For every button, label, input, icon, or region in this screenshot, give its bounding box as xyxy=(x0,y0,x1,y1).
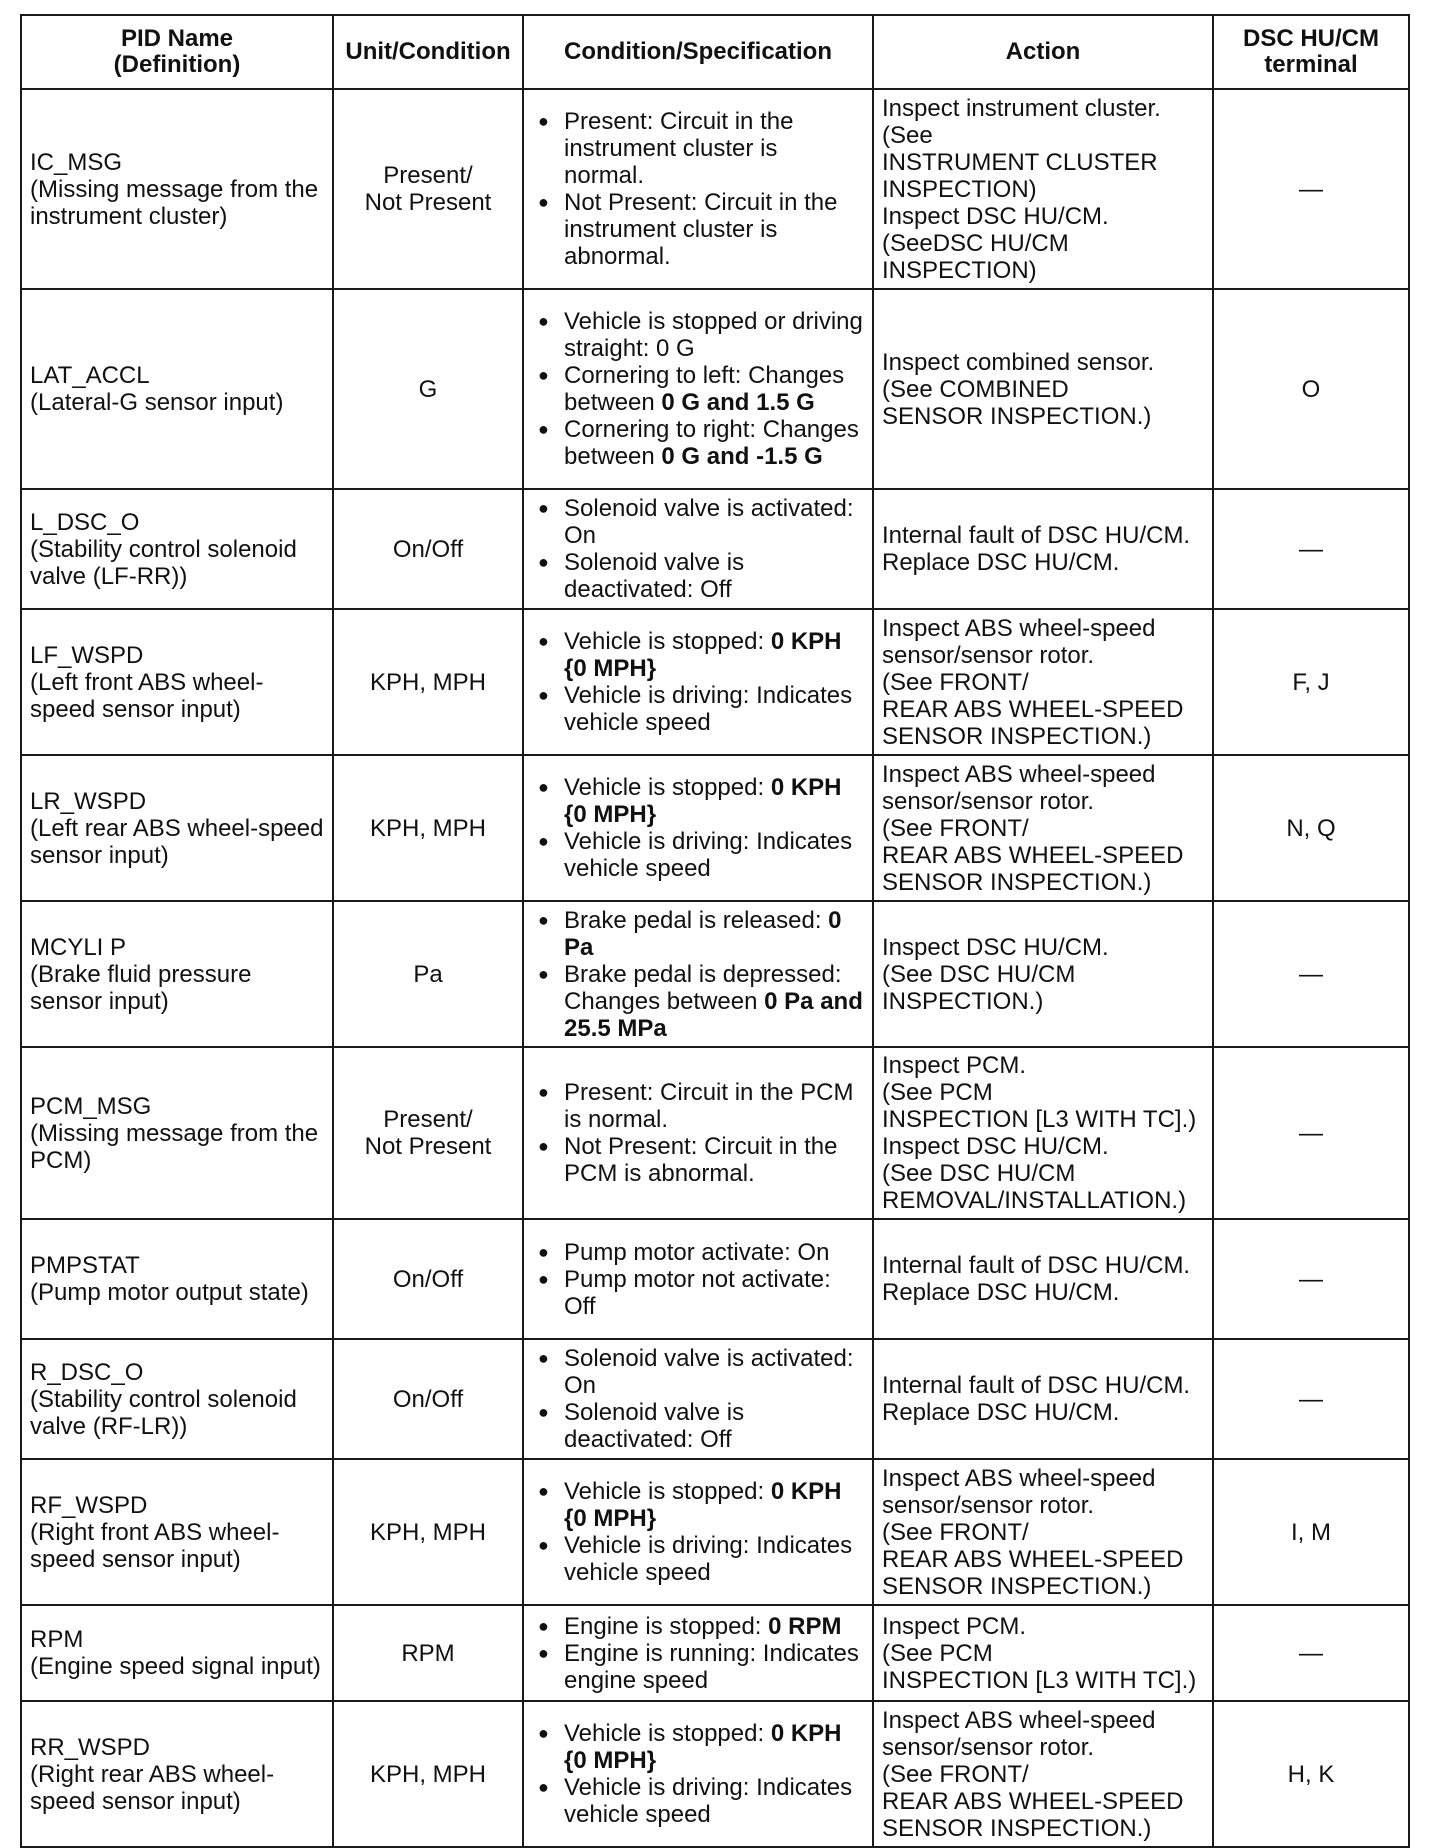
pid-name: LAT_ACCL xyxy=(30,362,150,389)
condition-value-bold: 0 G and -1.5 G xyxy=(661,443,823,470)
pid-cell xyxy=(21,289,333,489)
condition-item xyxy=(538,960,864,1042)
condition-item xyxy=(538,628,864,682)
table-row xyxy=(21,755,1409,901)
terminal-cell: — xyxy=(1213,489,1409,609)
condition-item xyxy=(538,1478,864,1532)
action-cell xyxy=(873,1605,1213,1701)
condition-item xyxy=(538,1265,864,1320)
terminal-cell: H, K xyxy=(1213,1701,1409,1847)
pid-document xyxy=(20,14,1408,1848)
condition-item xyxy=(538,1133,864,1187)
bullet-icon: ● xyxy=(538,1241,549,1262)
unit-value: KPH, MPH xyxy=(369,668,486,696)
header-terminal: DSC HU/CM terminal xyxy=(1213,15,1409,89)
condition-text: Vehicle is driving: Indicates vehicle speed xyxy=(564,682,853,736)
pid-cell xyxy=(21,489,333,609)
pid-table xyxy=(20,14,1410,1848)
condition-item xyxy=(538,1720,864,1774)
table-row xyxy=(21,901,1409,1047)
pid-definition: (Stability control solenoid valve (RF-LR)) xyxy=(30,1385,297,1440)
pid-name: R_DSC_O xyxy=(30,1358,144,1386)
table-row xyxy=(21,489,1409,609)
pid-cell xyxy=(21,1701,333,1847)
action-line: SENSOR INSPECTION.) xyxy=(882,1814,1152,1842)
condition-list xyxy=(532,628,864,736)
condition-list xyxy=(532,1613,864,1694)
pid-definition: (Left rear ABS wheel-speed sensor input) xyxy=(30,814,324,869)
action-line: Inspect PCM. xyxy=(882,1612,1027,1640)
condition-text: Solenoid valve is activated: On xyxy=(564,1345,854,1399)
condition-cell xyxy=(523,1701,873,1847)
condition-item xyxy=(538,495,864,549)
unit-cell xyxy=(333,755,523,901)
pid-cell xyxy=(21,1339,333,1459)
table-row xyxy=(21,1605,1409,1701)
bullet-icon: ● xyxy=(538,631,549,651)
condition-text: Solenoid valve is deactivated: Off xyxy=(564,549,745,603)
condition-list xyxy=(532,774,864,882)
action-line: Inspect PCM. xyxy=(882,1052,1027,1079)
bullet-icon: ● xyxy=(538,1642,549,1663)
condition-value-bold: 0 Pa xyxy=(564,906,842,961)
condition-cell xyxy=(523,289,873,489)
action-line: Internal fault of DSC HU/CM. xyxy=(882,1372,1191,1399)
pid-name: LR_WSPD xyxy=(30,787,147,815)
header-pid-name: PID Name (Definition) xyxy=(21,15,333,89)
table-row xyxy=(21,289,1409,489)
action-line: Inspect DSC HU/CM. xyxy=(882,1133,1109,1160)
condition-cell xyxy=(523,89,873,289)
bullet-icon: ● xyxy=(538,831,549,851)
action-line: Inspect ABS wheel-speed xyxy=(882,1706,1156,1734)
action-cell xyxy=(873,289,1213,489)
action-line: (See PCM xyxy=(882,1639,993,1667)
action-line: INSPECTION) xyxy=(882,175,1037,203)
condition-text: Solenoid valve is activated: On xyxy=(564,495,854,549)
terminal-cell: F, J xyxy=(1213,609,1409,755)
pid-definition: (Engine speed signal input) xyxy=(30,1653,321,1680)
condition-item xyxy=(538,308,864,362)
action-line: Inspect instrument cluster. xyxy=(882,94,1161,122)
terminal-cell: — xyxy=(1213,89,1409,289)
bullet-icon: ● xyxy=(538,552,549,572)
action-line: Internal fault of DSC HU/CM. xyxy=(882,522,1191,549)
action-line: INSPECTION.) xyxy=(882,987,1044,1015)
condition-item xyxy=(538,416,864,470)
pid-name: RR_WSPD xyxy=(30,1733,151,1761)
condition-text: Engine is running: Indicates engine speed xyxy=(564,1639,859,1694)
bullet-icon: ● xyxy=(538,1348,549,1368)
condition-item xyxy=(538,362,864,416)
bullet-icon: ● xyxy=(538,1082,549,1102)
condition-list xyxy=(532,1478,864,1586)
action-line: Replace DSC HU/CM. xyxy=(882,549,1120,576)
terminal-cell: — xyxy=(1213,1605,1409,1701)
pid-definition: (Stability control solenoid valve (LF-RR)) xyxy=(30,535,297,590)
condition-text: Vehicle is stopped: xyxy=(564,1478,771,1505)
condition-cell xyxy=(523,1219,873,1339)
pid-name: LF_WSPD xyxy=(30,641,144,669)
condition-item xyxy=(538,549,864,603)
bullet-icon: ● xyxy=(538,685,549,705)
condition-text: Not Present: Circuit in the instrument cluster is abnormal. xyxy=(564,189,838,270)
bullet-icon: ● xyxy=(538,1136,549,1156)
condition-cell xyxy=(523,1047,873,1219)
action-line: SENSOR INSPECTION.) xyxy=(882,722,1152,750)
condition-text: Pump motor not activate: Off xyxy=(564,1265,831,1320)
condition-item xyxy=(538,1612,864,1640)
bullet-icon: ● xyxy=(538,963,549,984)
condition-item xyxy=(538,189,864,270)
condition-list xyxy=(532,1345,864,1453)
action-line: Replace DSC HU/CM. xyxy=(882,1279,1120,1306)
terminal-cell: I, M xyxy=(1213,1459,1409,1605)
unit-value: KPH, MPH xyxy=(369,1760,486,1788)
action-line: (See FRONT/ xyxy=(882,1518,1029,1546)
pid-name: PMPSTAT xyxy=(30,1252,140,1279)
action-line: INSPECTION [L3 WITH TC].) xyxy=(882,1106,1197,1133)
bullet-icon: ● xyxy=(538,111,549,131)
condition-cell xyxy=(523,755,873,901)
pid-definition: (Missing message from the PCM) xyxy=(30,1119,319,1174)
table-body xyxy=(21,89,1409,1847)
bullet-icon: ● xyxy=(538,365,549,385)
action-line: sensor/sensor rotor. xyxy=(882,787,1095,815)
condition-item xyxy=(538,1345,864,1399)
action-line: REMOVAL/INSTALLATION.) xyxy=(882,1187,1187,1214)
action-line: Internal fault of DSC HU/CM. xyxy=(882,1252,1191,1279)
pid-cell xyxy=(21,609,333,755)
condition-item xyxy=(538,1532,864,1586)
condition-value-bold: 0 KPH {0 MPH} xyxy=(564,1720,842,1774)
action-line: Inspect ABS wheel-speed xyxy=(882,760,1156,788)
condition-text: Vehicle is stopped: xyxy=(564,1720,771,1747)
table-row xyxy=(21,1339,1409,1459)
bullet-icon: ● xyxy=(538,311,549,331)
unit-value: On/Off xyxy=(392,1385,464,1413)
table-row xyxy=(21,1459,1409,1605)
condition-list xyxy=(532,1239,864,1320)
action-line: Inspect ABS wheel-speed xyxy=(882,1464,1156,1492)
condition-value-bold: 0 G and 1.5 G xyxy=(661,389,815,416)
condition-text: Vehicle is driving: Indicates vehicle speed xyxy=(564,1774,853,1828)
unit-cell xyxy=(333,1605,523,1701)
table-row xyxy=(21,1047,1409,1219)
unit-cell xyxy=(333,901,523,1047)
condition-item xyxy=(538,108,864,189)
bullet-icon: ● xyxy=(538,1723,549,1743)
condition-value-bold: 0 KPH {0 MPH} xyxy=(564,774,842,828)
header-condition-specification: Condition/Specification xyxy=(523,15,873,89)
condition-list xyxy=(532,108,864,270)
condition-item xyxy=(538,682,864,736)
bullet-icon: ● xyxy=(538,1268,549,1289)
condition-text: Engine is stopped: xyxy=(564,1612,769,1640)
terminal-cell: — xyxy=(1213,901,1409,1047)
pid-name: IC_MSG xyxy=(30,148,123,176)
pid-definition: (Right front ABS wheel-speed sensor input) xyxy=(30,1518,280,1573)
action-line: SENSOR INSPECTION.) xyxy=(882,1572,1152,1600)
action-line: REAR ABS WHEEL-SPEED xyxy=(882,1787,1184,1815)
action-line: INSPECTION [L3 WITH TC].) xyxy=(882,1666,1197,1694)
action-cell xyxy=(873,1701,1213,1847)
table-row xyxy=(21,1701,1409,1847)
condition-text: Vehicle is driving: Indicates vehicle speed xyxy=(564,828,853,882)
condition-text: Brake pedal is released: xyxy=(564,906,829,934)
action-line: SENSOR INSPECTION.) xyxy=(882,402,1152,430)
condition-value-bold: 0 KPH {0 MPH} xyxy=(564,1478,842,1532)
condition-text: Vehicle is stopped: xyxy=(564,628,771,655)
condition-text: Pump motor activate: On xyxy=(564,1238,830,1266)
action-line: (See DSC HU/CM xyxy=(882,1160,1076,1187)
action-cell xyxy=(873,1219,1213,1339)
pid-cell xyxy=(21,755,333,901)
terminal-cell: O xyxy=(1213,289,1409,489)
pid-name: RF_WSPD xyxy=(30,1491,148,1519)
unit-value: On/Off xyxy=(392,535,464,563)
action-line: INSTRUMENT CLUSTER xyxy=(882,148,1158,176)
action-cell xyxy=(873,1459,1213,1605)
action-cell xyxy=(873,1339,1213,1459)
unit-cell xyxy=(333,1339,523,1459)
condition-text: Cornering to right: Changes between xyxy=(564,416,859,470)
condition-item xyxy=(538,1399,864,1453)
action-cell xyxy=(873,609,1213,755)
table-row xyxy=(21,609,1409,755)
condition-value-bold: 0 RPM xyxy=(768,1612,842,1640)
condition-list xyxy=(532,1079,864,1187)
action-line: SENSOR INSPECTION.) xyxy=(882,868,1152,896)
pid-name: RPM xyxy=(30,1626,84,1653)
pid-cell xyxy=(21,1219,333,1339)
terminal-cell: — xyxy=(1213,1339,1409,1459)
bullet-icon: ● xyxy=(538,1535,549,1555)
condition-text: Vehicle is stopped: xyxy=(564,774,771,801)
bullet-icon: ● xyxy=(538,192,549,212)
condition-text: Vehicle is driving: Indicates vehicle speed xyxy=(564,1532,853,1586)
bullet-icon: ● xyxy=(538,1777,549,1797)
pid-cell xyxy=(21,1047,333,1219)
unit-value: KPH, MPH xyxy=(369,1518,486,1546)
unit-value: KPH, MPH xyxy=(369,814,486,842)
action-cell xyxy=(873,755,1213,901)
pid-cell xyxy=(21,1459,333,1605)
condition-item xyxy=(538,1079,864,1133)
bullet-icon: ● xyxy=(538,1402,549,1422)
pid-definition: (Left front ABS wheel-speed sensor input) xyxy=(30,668,264,723)
unit-value: Pa xyxy=(413,960,443,988)
condition-list xyxy=(532,308,864,470)
action-line: (See FRONT/ xyxy=(882,814,1029,842)
pid-definition: (Lateral-G sensor input) xyxy=(30,389,284,416)
pid-definition: (Right rear ABS wheel-speed sensor input) xyxy=(30,1760,275,1815)
action-line: Inspect DSC HU/CM. xyxy=(882,933,1109,961)
pid-name: MCYLI P xyxy=(30,933,127,961)
header-unit-condition: Unit/Condition xyxy=(333,15,523,89)
pid-name: L_DSC_O xyxy=(30,508,140,536)
terminal-cell: — xyxy=(1213,1219,1409,1339)
action-line: (See FRONT/ xyxy=(882,668,1029,696)
unit-value: Present/ Not Present xyxy=(364,162,492,216)
condition-text: Vehicle is stopped or driving straight: 0 G xyxy=(564,308,863,362)
unit-cell xyxy=(333,609,523,755)
pid-cell xyxy=(21,89,333,289)
action-cell xyxy=(873,1047,1213,1219)
unit-cell xyxy=(333,489,523,609)
condition-text: Not Present: Circuit in the PCM is abnormal. xyxy=(564,1133,838,1187)
action-line: Inspect ABS wheel-speed xyxy=(882,614,1156,642)
table-row xyxy=(21,89,1409,289)
condition-list xyxy=(532,907,864,1042)
condition-cell xyxy=(523,901,873,1047)
condition-cell xyxy=(523,609,873,755)
action-line: (See COMBINED xyxy=(882,375,1069,403)
table-row xyxy=(21,1219,1409,1339)
unit-value: Present/ Not Present xyxy=(364,1106,492,1160)
action-cell xyxy=(873,89,1213,289)
unit-value: On/Off xyxy=(392,1265,464,1293)
action-line: (See PCM xyxy=(882,1079,993,1106)
unit-cell xyxy=(333,289,523,489)
bullet-icon: ● xyxy=(538,777,549,797)
bullet-icon: ● xyxy=(538,498,549,518)
condition-list xyxy=(532,1720,864,1828)
pid-definition: (Pump motor output state) xyxy=(30,1279,309,1306)
condition-list xyxy=(532,495,864,603)
condition-text: Cornering to left: Changes between xyxy=(564,362,845,416)
condition-text: Present: Circuit in the PCM is normal. xyxy=(564,1079,854,1133)
action-cell xyxy=(873,901,1213,1047)
unit-value: G xyxy=(418,375,438,403)
action-line: sensor/sensor rotor. xyxy=(882,641,1095,669)
action-line: INSPECTION) xyxy=(882,256,1037,284)
condition-value-bold: 0 KPH {0 MPH} xyxy=(564,628,842,682)
action-line: Inspect DSC HU/CM. xyxy=(882,202,1109,230)
condition-item xyxy=(538,828,864,882)
action-line: sensor/sensor rotor. xyxy=(882,1491,1095,1519)
pid-definition: (Brake fluid pressure sensor input) xyxy=(30,960,252,1015)
condition-cell xyxy=(523,489,873,609)
condition-item xyxy=(538,1774,864,1828)
bullet-icon: ● xyxy=(538,419,549,439)
header-action: Action xyxy=(873,15,1213,89)
condition-text: Brake pedal is depressed: Changes between xyxy=(564,960,842,1015)
condition-cell xyxy=(523,1339,873,1459)
unit-cell xyxy=(333,1219,523,1339)
bullet-icon: ● xyxy=(538,909,549,930)
condition-text: Present: Circuit in the instrument cluster is normal. xyxy=(564,108,794,189)
header-row xyxy=(21,15,1409,89)
bullet-icon: ● xyxy=(538,1481,549,1501)
condition-cell xyxy=(523,1459,873,1605)
unit-value: RPM xyxy=(401,1639,455,1667)
pid-definition: (Missing message from the instrument cluster) xyxy=(30,175,319,230)
action-line: REAR ABS WHEEL-SPEED xyxy=(882,1545,1184,1573)
condition-item xyxy=(538,1238,864,1266)
action-line: sensor/sensor rotor. xyxy=(882,1733,1095,1761)
condition-value-bold: 0 Pa and 25.5 MPa xyxy=(564,987,863,1042)
unit-cell xyxy=(333,1047,523,1219)
action-line: (See DSC HU/CM xyxy=(882,960,1076,988)
pid-cell xyxy=(21,901,333,1047)
action-line: (See xyxy=(882,121,933,149)
unit-cell xyxy=(333,1701,523,1847)
condition-cell xyxy=(523,1605,873,1701)
action-line: (SeeDSC HU/CM xyxy=(882,229,1069,257)
terminal-cell: — xyxy=(1213,1047,1409,1219)
action-line: REAR ABS WHEEL-SPEED xyxy=(882,841,1184,869)
pid-name: PCM_MSG xyxy=(30,1092,152,1120)
action-line: (See FRONT/ xyxy=(882,1760,1029,1788)
action-cell xyxy=(873,489,1213,609)
unit-cell xyxy=(333,1459,523,1605)
pid-cell xyxy=(21,1605,333,1701)
condition-text: Solenoid valve is deactivated: Off xyxy=(564,1399,745,1453)
action-line: REAR ABS WHEEL-SPEED xyxy=(882,695,1184,723)
terminal-cell: N, Q xyxy=(1213,755,1409,901)
condition-item xyxy=(538,906,864,961)
unit-cell xyxy=(333,89,523,289)
action-line: Replace DSC HU/CM. xyxy=(882,1399,1120,1426)
condition-item xyxy=(538,774,864,828)
action-line: Inspect combined sensor. xyxy=(882,348,1155,376)
bullet-icon: ● xyxy=(538,1615,549,1636)
condition-item xyxy=(538,1639,864,1694)
